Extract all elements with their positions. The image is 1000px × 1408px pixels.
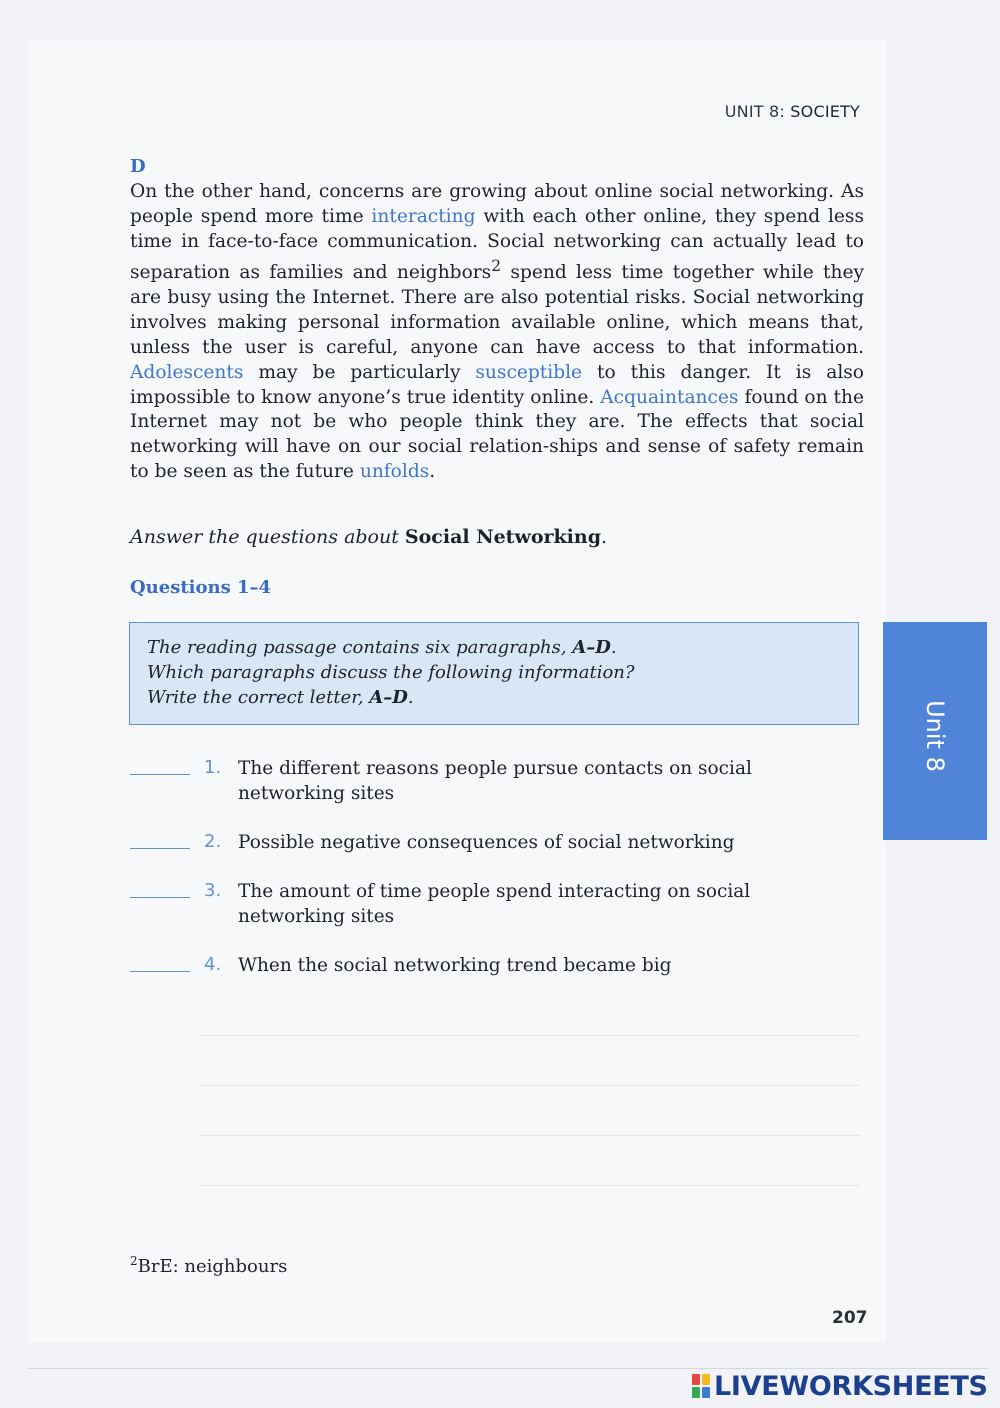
passage-text: On the other hand, concerns are growing about online social networking. As people spend more time bbox=[130, 181, 864, 227]
instruction-box-line-2: Which paragraphs discuss the following information? bbox=[147, 662, 635, 683]
passage-text: to this danger. It is also impossible to know anyone’s true identity online. bbox=[130, 361, 864, 408]
instruction-suffix: . bbox=[600, 526, 608, 548]
instruction-box-range: A–D bbox=[572, 637, 611, 658]
answer-blank-1[interactable] bbox=[130, 774, 190, 775]
question-text: When the social networking trend became big bbox=[238, 955, 672, 976]
footnote-marker: 2 bbox=[491, 257, 502, 276]
question-text: The amount of time people spend interacting on social networking sites bbox=[238, 881, 751, 927]
keyword-acquaintances: Acquaintances bbox=[600, 386, 739, 408]
passage-text: . bbox=[429, 460, 436, 482]
page-number: 207 bbox=[832, 1308, 868, 1328]
instruction-box bbox=[129, 622, 859, 725]
question-number: 4. bbox=[204, 954, 222, 975]
question-text: The different reasons people pursue contacts on social networking sites bbox=[238, 758, 752, 804]
paragraph-letter: D bbox=[130, 156, 146, 177]
reading-passage bbox=[130, 180, 864, 485]
footnote-number: 2 bbox=[130, 1254, 138, 1268]
passage-text: spend less time together while they are busy using the Internet. There are also potential risks. Social networking involves making personal information available online, which means that, unless the user is careful, anyone can have access to that information. bbox=[130, 262, 864, 358]
keyword-unfolds: unfolds bbox=[359, 460, 430, 482]
question-text: Possible negative consequences of social networking bbox=[238, 832, 735, 853]
instruction-prefix: Answer the questions about bbox=[130, 526, 405, 548]
question-number: 1. bbox=[204, 757, 222, 778]
bleed-line bbox=[200, 1135, 860, 1136]
instruction-box-text: . bbox=[610, 637, 617, 658]
running-header-title: SOCIETY bbox=[790, 102, 860, 121]
footnote bbox=[130, 1254, 287, 1277]
liveworksheets-logo-icon bbox=[692, 1374, 710, 1398]
keyword-interacting: interacting bbox=[371, 205, 476, 227]
keyword-adolescents: Adolescents bbox=[130, 361, 244, 383]
footer-divider bbox=[28, 1368, 988, 1369]
passage-text: with each other online, they spend less time in face-to-face communication. Social networking can actually lead to separation as families and neighbors bbox=[130, 205, 864, 284]
instruction-box-text: Write the correct letter, bbox=[147, 687, 370, 708]
passage-text: may be particularly bbox=[243, 361, 476, 383]
brand-name: LIVEWORKSHEETS bbox=[714, 1370, 988, 1402]
question-number: 2. bbox=[204, 831, 222, 852]
bleed-line bbox=[200, 1185, 860, 1186]
instruction-box-range: A–D bbox=[369, 687, 408, 708]
instruction-topic: Social Networking bbox=[404, 526, 601, 548]
unit-side-tab-label: Unit 8 bbox=[921, 700, 949, 772]
instruction-box-text: The reading passage contains six paragraphs, bbox=[147, 637, 573, 658]
task-instruction bbox=[130, 526, 607, 548]
answer-blank-3[interactable] bbox=[130, 897, 190, 898]
questions-heading: Questions 1–4 bbox=[130, 577, 272, 598]
running-header bbox=[725, 102, 860, 121]
running-header-unit: UNIT 8: bbox=[724, 102, 785, 121]
liveworksheets-brand[interactable] bbox=[692, 1370, 988, 1402]
instruction-box-line-3 bbox=[147, 685, 841, 710]
instruction-box-line-1 bbox=[147, 635, 841, 660]
bleed-line bbox=[200, 1085, 860, 1086]
footnote-text: BrE: neighbours bbox=[137, 1256, 288, 1277]
keyword-susceptible: susceptible bbox=[475, 361, 583, 383]
instruction-box-text: . bbox=[407, 687, 414, 708]
answer-blank-2[interactable] bbox=[130, 848, 190, 849]
bleed-line bbox=[200, 1035, 860, 1036]
question-number: 3. bbox=[204, 880, 222, 901]
answer-blank-4[interactable] bbox=[130, 971, 190, 972]
passage-text: found on the Internet may not be who people think they are. The effects that social networking will have on our social relation-ships and sense of safety remain to be seen as the future bbox=[130, 386, 865, 482]
